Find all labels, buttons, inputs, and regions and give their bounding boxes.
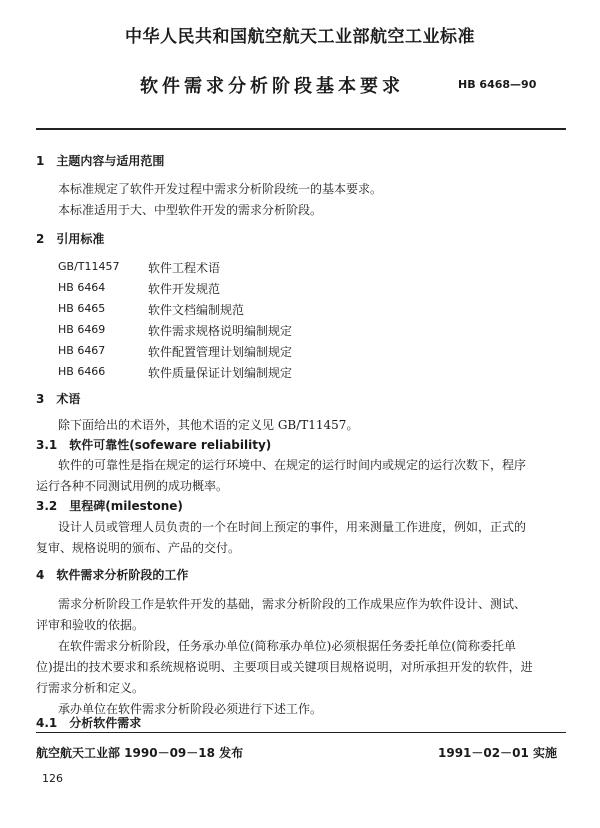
page-number: 126 <box>42 772 63 785</box>
reference-code: HB 6466 <box>58 365 106 378</box>
reference-code: HB 6467 <box>58 344 106 357</box>
term-3-2-line-2: 复审、规格说明的颁布、产品的交付。 <box>36 541 241 555</box>
section-3-intro: 除下面给出的术语外，其他术语的定义见 GB/T11457。 <box>58 418 359 432</box>
reference-code: HB 6464 <box>58 281 106 294</box>
issue-date: 航空航天工业部 1990－09－18 发布 <box>36 746 244 760</box>
reference-title: 软件质量保证计划编制规定 <box>148 366 293 380</box>
section-4-para-3: 承办单位在软件需求分析阶段必须进行下述工作。 <box>58 702 323 716</box>
header-rule <box>36 128 566 130</box>
reference-code: HB 6469 <box>58 323 106 336</box>
section-4-para-1-line-1: 需求分析阶段工作是软件开发的基础，需求分析阶段的工作成果应作为软件设计、测试、 <box>58 597 527 611</box>
issuing-organization: 中华人民共和国航空航天工业部航空工业标准 <box>125 27 475 47</box>
section-3-heading: 3 术语 <box>36 392 81 406</box>
section-4-para-2-line-3: 行需求分析和定义。 <box>36 681 145 695</box>
effective-date: 1991－02－01 实施 <box>438 746 557 760</box>
reference-code: GB/T11457 <box>58 260 120 273</box>
term-3-1-line-1: 软件的可靠性是指在规定的运行环境中、在规定的运行时间内或规定的运行次数下，程序 <box>58 458 527 472</box>
section-1-heading: 1 主题内容与适用范围 <box>36 154 165 168</box>
reference-title: 软件配置管理计划编制规定 <box>148 345 293 359</box>
section-1-paragraph-2: 本标准适用于大、中型软件开发的需求分析阶段。 <box>58 203 323 217</box>
reference-code: HB 6465 <box>58 302 106 315</box>
section-4-para-2-line-2: 位)提出的技术要求和系统规格说明、主要项目或关键项目规格说明，对所承担开发的软件，进 <box>36 660 533 674</box>
reference-title: 软件开发规范 <box>148 282 221 296</box>
term-3-1-heading: 3.1 软件可靠性(sofeware reliability) <box>36 438 272 452</box>
reference-title: 软件文档编制规范 <box>148 303 245 317</box>
subsection-4-1-heading: 4.1 分析软件需求 <box>36 716 142 730</box>
reference-title: 软件工程术语 <box>148 261 221 275</box>
standard-number: HB 6468—90 <box>458 78 537 91</box>
section-4-heading: 4 软件需求分析阶段的工作 <box>36 568 189 582</box>
section-1-paragraph-1: 本标准规定了软件开发过程中需求分析阶段统一的基本要求。 <box>58 182 383 196</box>
term-3-1-line-2: 运行各种不同测试用例的成功概率。 <box>36 479 229 493</box>
section-4-para-2-line-1: 在软件需求分析阶段，任务承办单位(简称承办单位)必须根据任务委托单位(简称委托单 <box>58 639 517 653</box>
section-2-heading: 2 引用标准 <box>36 232 105 246</box>
footer-rule <box>36 732 566 733</box>
term-3-2-heading: 3.2 里程碑(milestone) <box>36 499 183 513</box>
term-3-2-line-1: 设计人员或管理人员负责的一个在时间上预定的事件，用来测量工作进度，例如，正式的 <box>58 520 527 534</box>
section-4-para-1-line-2: 评审和验收的依据。 <box>36 618 145 632</box>
reference-title: 软件需求规格说明编制规定 <box>148 324 293 338</box>
document-title: 软件需求分析阶段基本要求 <box>140 76 404 97</box>
